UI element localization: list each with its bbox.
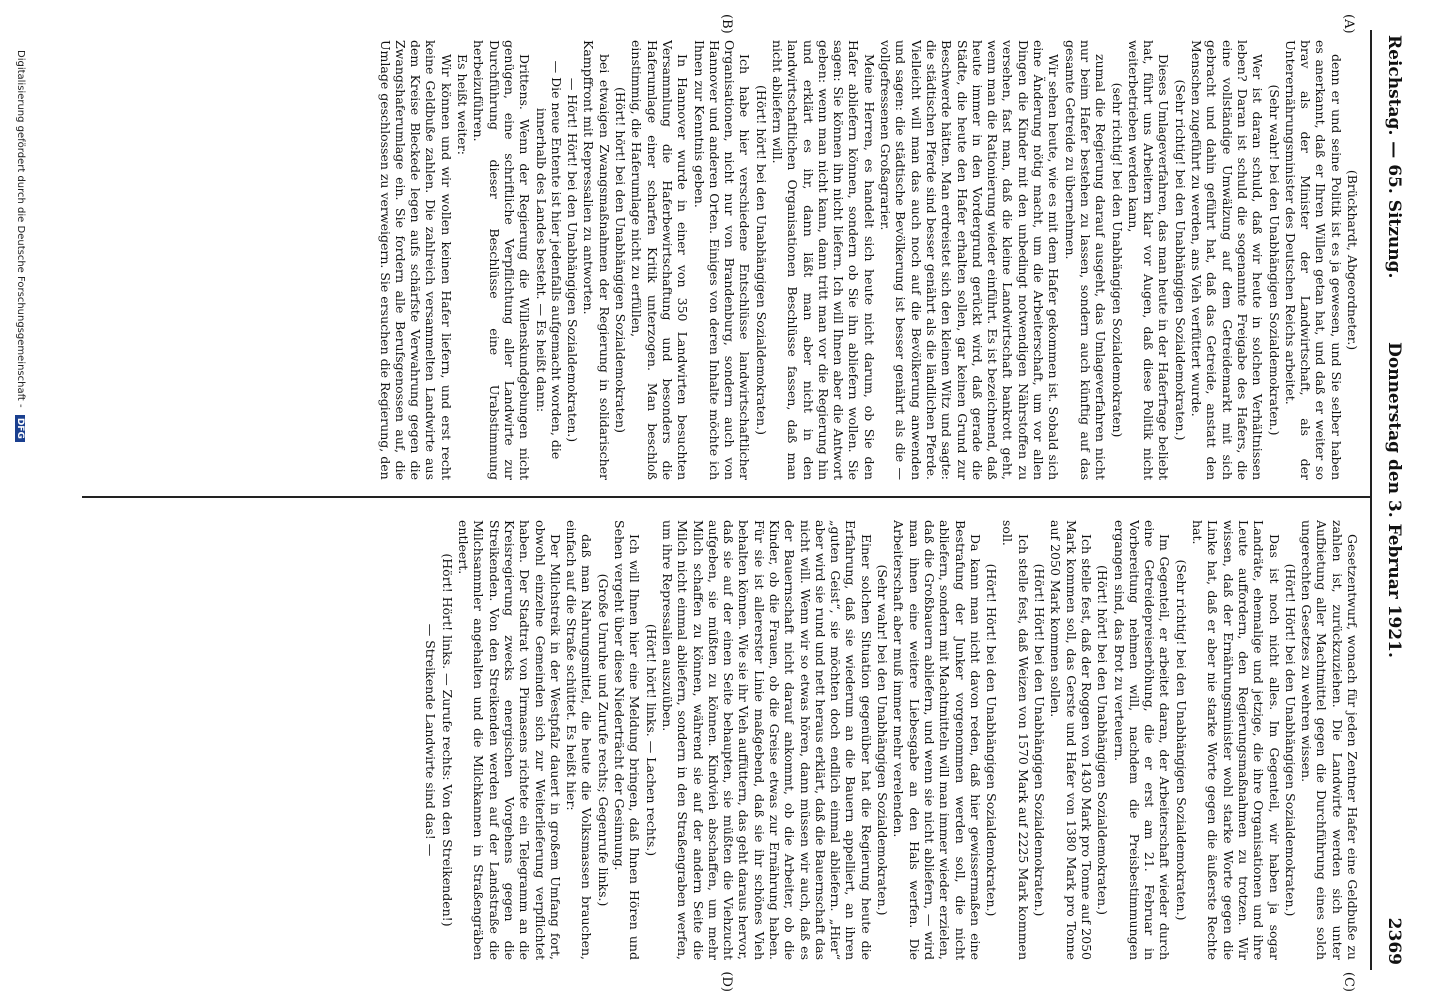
paragraph: (sehr richtig! bei den Unabhängigen Sozialdemokraten) [1109,82,1125,438]
left-column [82,40,1360,480]
paragraph: (Hört! Hört! bei den Unabhängigen Sozialdemokraten.) [1032,563,1048,917]
margin-mark-b: (B) [719,14,734,34]
paragraph: (Sehr richtig! bei den Unabhängigen Sozialdemokraten.) [1173,559,1189,921]
paragraph: Wir sehen heute, wie es mit dem Hafer gekommen ist. Sobald sich eine Änderung nötig macht, um die Arbeiterschaft, um vor allen Dingen die Kinder mit den unbedingt notwendigen Nährstoffen zu versehen, fast man, daß die kleine Landwirtschaft bankrott geht, wenn man die Rationierung wieder einführt. Es ist bezeichnend, daß heute immer in den Vordergrund gerückt wird, daß gerade die Städte, die heute den Hafer erhalten sollen, gar keinen Grund zur Beschwerde hätten. Man erdreistet sich den kleinen Witz und sagte: die städtischen Pferde sind besser genährt als die ländlichen Pferde. Vielleicht will man das auch noch auf die Bevölkerung anwenden und sagen: die städtische Bevölkerung ist besser genährt als die — vollgefressenen Großagrarier. [878,40,1062,480]
paragraph: Einer solchen Situation gegenüber hat die Regierung heute die Erfahrung, daß sie wiederum an die Bauern appelliert, an ihren „guten Geist“, sie möchten doch endlich einmal abliefern. „Hier“ aber wird sie rund und nett heraus erklärt, daß die Bauernschaft das nicht will. Wenn wir so etwas hören, dann müssen wir auch, daß es der Bauernschaft nicht darauf ankommt, ob die Arbeiter, ob die Kinder, ob die Frauen, ob die Greise etwas zur Ernährung haben. Für sie ist allererster Linie maßgebend, daß sie ihr schönes Vieh behalten können. Wie sie ihr Vieh auffüttern, das geht daraus hervor, daß sie auf der einen Seite behaupten, sie müßten die Viehzucht aufgeben, sie müßten zu können. Kindvieh abschaffen, um mehr Milch schaffen zu können, während sie auf der andern Seite die Milch nicht einmal abliefern, sondern in den Straßengraben werfen, um ihre Repressalien auszuüben. [659,520,874,960]
paragraph: (Sehr wahr! bei den Unabhängigen Sozialdemokraten.) [875,564,891,916]
header-rule [1370,30,1372,970]
footer-credit: Digitalisierung gefördert durch die Deutsche Forschungsgemeinschaft - [15,50,26,408]
dfg-logo: DFG [15,415,25,442]
paragraph: Ich stelle fest, daß Weizen von 1570 Mark auf 2225 Mark kommen soll. [1000,520,1031,960]
paragraph: (Sehr wahr! bei den Unabhängigen Sozialdemokraten.) [1266,84,1282,436]
page-footer [12,50,26,950]
margin-mark-a: (A) [1341,14,1356,34]
paragraph: In Hannover wurde in einer von 350 Landwirten besuchten Versammlung die Haferbewirtschaftung und besonders die Haferumlage einer scharfen Kritik unterzogen. Man beschloß einstimmig, die Haferumlage nicht zu erfüllen, [629,40,691,480]
paragraph: — Die neue Entente ist hier jedenfalls aufgemacht worden, die innerhalb des Landes besteht. — Es heißt dann: [533,60,564,460]
paragraph: Ich habe hier verschiedene Entschlüsse landwirtschaftlicher Organisationen, nicht nur von Brandenburg, sondern auch von Hannover und anderen Orten. Einiges von deren Inhalte möchte ich Ihnen zur Kenntnis geben. [691,40,753,480]
column-divider [82,496,1370,498]
margin-mark-c: (C) [1341,971,1356,992]
paragraph: (Hört! hört! bei den Unabhängigen Sozialdemokraten) [613,87,629,433]
paragraph: Ich will Ihnen hier eine Meldung bringen, daß Ihnen Hören und Sehen vergeht über diese Niederträcht der Gesinnung. [612,520,643,960]
paragraph: bei etwaigen Zwangsmaßnahmen der Regierung in solidarischer Kampffront mit Repressalien zu antworten. [581,40,612,480]
paragraph: Es heißt weiter: [455,54,471,156]
paragraph: (Hört! Hört! bei den Unabhängigen Sozialdemokraten.) [1282,563,1298,917]
paragraph: (Hört! Hört! bei den Unabhängigen Sozialdemokraten.) [984,563,1000,917]
paragraph: daß man Nahrungsmittel, die heute die Volksmassen brauchen, einfach auf die Straße schüttet. Es heißt hier: [564,520,595,960]
paragraph: Wer ist daran schuld, daß wir heute in solchen Verhältnissen leben? Daran ist schuld die sogenannte Freigabe des Hafers, die eine vollständige Umwälzung auf dem Getreidemarkt mit sich gebracht und dahin geführt hat, daß das Getreide, anstatt den Menschen zugeführt zu werden, ans Vieh verfüttert wurde. [1189,40,1266,480]
right-column [82,520,1360,960]
paragraph: — Streikende Landwirte sind das! — [423,623,439,857]
paragraph: Dieses Umlageverfahren, das man heute in der Haferfrage beliebt hat, führt uns Arbeitern klar vor Augen, daß diese Politik nicht weiterbetrieben werden kann, [1125,40,1172,480]
paragraph: (Hört! Hört! links. — Zurufe rechts: Von den Streikenden!) [439,553,455,927]
paragraph: Ich stelle fest, daß der Roggen von 1430 Mark pro Tonne auf 2050 Mark kommen soll, das Gerste und Hafer von 1380 Mark pro Tonne auf 2050 Mark kommen sollen. [1048,520,1094,960]
paragraph: (Hört! hört! bei den Unabhängigen Sozialdemokraten.) [1095,565,1111,915]
header-date: Donnerstag den 3. Februar 1921. [1384,342,1404,658]
margin-mark-d: (D) [719,971,734,992]
header-left: Reichstag. — 65. Sitzung. [1384,35,1404,279]
paragraph: Im Gegenteil, er arbeitet daran, der Arbeiterschaft wieder durch eine Getreidepreiserhöhung, die er erst am 21. Februar in Vorbereitung nehmen will, nachdem die Preisbestimmungen ergangen sind, das Brot zu verteuern. [1111,520,1173,960]
paragraph: Meine Herren, es handelt sich heute nicht darum, ob Sie den Hafer abliefern können, sondern ob Sie ihn abliefern wollen. Sie sagen: Sie können ihn nicht liefern. Ich will Ihnen aber die Antwort geben: wenn man nicht kann, dann tritt man vor die Regierung hin und erklärt es ihr, dann läßt man aber nicht in den landwirtschaftlichen Organisationen Beschlüsse fassen, daß man nicht abliefern will. [770,40,877,480]
paragraph: (Hört! hört! bei den Unabhängigen Sozialdemokraten.) [753,85,769,435]
page-header [1378,35,1404,965]
paragraph: — Hört! Hört! bei den Unabhängigen Sozialdemokraten.) [565,77,581,443]
paragraph: Der Milchstreik in der Westpfalz dauert in großem Umfang fort, obwohl einzelne Gemeinden sich zur Weiterlieferung verpflichtet haben. Der Stadtrat von Pirmasens richtete ein Telegramm an die Kreisregierung zwecks energischen Vorgehens gegen die Streikenden. Von den Streikenden werden auf der Landstraße die Milchsammler angehalten und die Milchkannen in Straßengräben entleert. [456,520,563,960]
paragraph: zumal die Regierung darauf ausgeht, das Umlageverfahren nicht nur beim Hafer bestehen zu lassen, sondern auch künftig auf das gesamte Getreide zu übernehmen. [1062,40,1109,480]
page-number: 2369 [1384,917,1404,965]
paragraph: denn er und seine Politik ist es ja gewesen, und Sie selber haben es anerkannt, daß er Ihren Willen getan hat, und daß er weiter so brav als der Minister der Landwirtschaft, als der Unterernährungsminister des Deutschen Reichs arbeitet. [1282,40,1344,480]
paragraph: Drittens. Wenn der Regierung die Willenskundgebungen nicht genügen, eine schriftliche Verpflichtung aller Landwirte zur Durchführung dieser Beschlüsse eine Urabstimmung herbeizuführen. [471,40,533,480]
paragraph: (Sehr richtig! bei den Unabhängigen Sozialdemokraten.) [1172,79,1188,441]
paragraph: Wir können und wir wollen keinen Hafer liefern, und erst recht keine Geldbuße zahlen. Die zahlreich versammelten Landwirte aus dem Kreise Bleckede legen aufs schärfste Verwahrung gegen die Zwangshaferumlage ein. Sie fordern alle Berufsgenossen auf, die Umlage geschlossen zu verweigern. Sie ersuchen die Regierung, den [377,40,454,480]
paragraph: Gesetzentwurf, wonach für jeden Zentner Hafer eine Geldbuße zu zahlen ist, zurückzuziehen. Die Landwirte werden sich unter Aufbietung aller Machtmittel gegen die Durchführung eines solch ungerechten Gesetzes zu wehren wissen. [1299,520,1360,960]
paragraph: (Brückhardt, Abgeordneter.) [1345,169,1360,351]
paragraph: (Hört! hört! links. — Lachen rechts.) [643,623,659,857]
paragraph: (Große Unruhe und Zurufe rechts; Gegenrufe links.) [595,573,611,907]
paragraph: Da kann man nicht davon reden, daß hier gewissermaßen eine Bestrafung der Junker vorgenommen werden soll, die nicht abliefern, sondern mit Machtmitteln will man immer wieder erzielen, daß die Großbauern abliefern, und wenn sie nicht abliefern, — wird man ihnen eine weitere Liebesgabe an den Hals werfen. Die Arbeiterschaft aber muß immer mehr verelenden. [891,520,983,960]
paragraph: Das ist noch nicht alles. Im Gegenteil, wir haben ja sogar Landräte, ehemalige und jetzige, die ihre Organisationen und ihre Leute auffordern, den Regierungsmaßnahmen zu trotzen. Wir wissen, daß der Ernährungsminister wohl starke Worte gegen die Linke hat, daß er aber nie starke Worte gegen die äußerste Rechte hat. [1190,520,1282,960]
